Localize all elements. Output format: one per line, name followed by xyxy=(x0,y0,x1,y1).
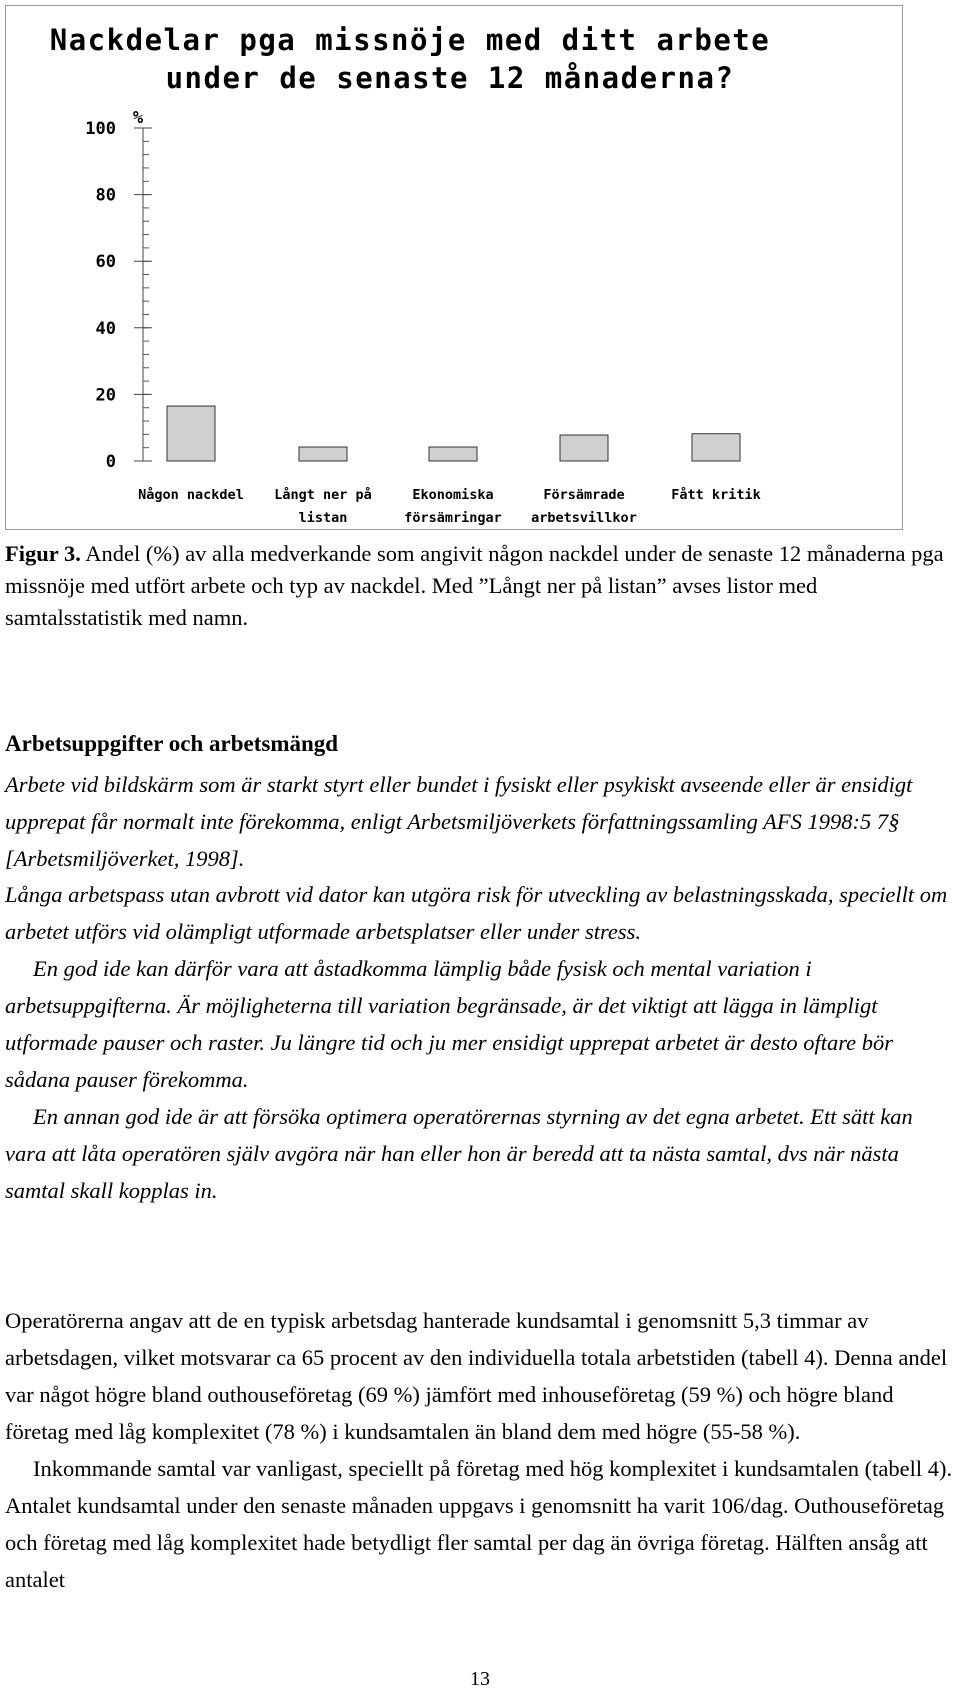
y-tick-label: 100 xyxy=(85,119,116,139)
x-category-label: försämringar xyxy=(404,510,502,526)
paragraph-arbetspass: Långa arbetspass utan avbrott vid dator kan utgöra risk för utveckling av belastningsskada, speciellt om arbetet utförs vid olämpligt utformade arbetsplatser eller under stress. En god ide kan därför vara att åstadkomma lämplig både fysisk och mental variation i arbetsuppgifterna. Är möjligheterna till variation begränsade, är det viktigt att lägga in lämpligt utformade pauser och raster. Ju längre tid och ju mer ensidigt upprepat arbetet är desto oftare bör sådana pauser förekomma. En annan god ide är att försöka optimera operatörernas styrning av det egna arbetet. Ett sätt kan vara att låta operatören själv avgöra när han eller hon är beredd att ta nästa samtal, dvs när nästa samtal skall kopplas in. xyxy=(5,882,948,1203)
y-axis-label: % xyxy=(132,108,144,128)
section-heading: Arbetsuppgifter och arbetsmängd xyxy=(5,731,339,756)
paragraph-bildskarm: Arbete vid bildskärm som är starkt styrt eller bundet i fysiskt eller psykiskt avseende eller är ensidigt upprepat får normalt inte förekomma, enligt Arbetsmiljöverkets författningssamling AFS 1998:5 7§ [Arbetsmiljöverket, 1998]. xyxy=(5,772,913,871)
bar xyxy=(692,434,740,461)
y-tick-label: 40 xyxy=(95,318,116,339)
chart-frame xyxy=(5,5,903,530)
x-category-label: Fått kritik xyxy=(671,487,761,503)
paragraph-kundsamtal: Operatörerna angav att de en typisk arbetsdag hanterade kundsamtal i genomsnitt 5,3 timmar av arbetsdagen, vilket motsvarar ca 65 procent av den individuella totala arbetstiden (tabell 4). Denna andel var något högre bland outhouseföretag (69 %) jämfört med inhouseföretag (59 %) och högre bland företag med låg komplexitet (78 %) i kundsamtalen än bland dem med högre (55-58 %). Inkommande samtal var vanligast, speciellt på företag med hög komplexitet i kundsamtalen (tabell 4). Antalet kundsamtal under den senaste månaden uppgavs i genomsnitt ha varit 106/dag. Outhouseföretag och företag med låg komplexitet hade betydligt fler samtal per dag än övriga företag. Hälften ansåg att antalet xyxy=(5,1308,953,1592)
y-tick-label: 60 xyxy=(95,252,116,273)
bar xyxy=(560,435,608,461)
page-number: 13 xyxy=(470,1668,490,1690)
y-tick-label: 20 xyxy=(95,385,116,406)
x-category-label: listan xyxy=(298,510,348,526)
x-category-label: Långt ner på xyxy=(274,487,372,503)
caption-label: Figur 3. xyxy=(5,541,81,566)
y-tick-label: 80 xyxy=(95,185,116,206)
x-category-label: Någon nackdel xyxy=(138,487,244,503)
x-category-label: arbetsvillkor xyxy=(531,510,637,526)
bar-chart xyxy=(6,6,902,529)
chart-title-line2: under de senaste 12 månaderna? xyxy=(165,61,735,95)
bar xyxy=(167,406,215,461)
x-category-label: Försämrade xyxy=(543,487,625,503)
caption-text: Andel (%) av alla medverkande som angivit någon nackdel under de senaste 12 månaderna pga missnöje med utfört arbete och typ av nackdel. Med ”Långt ner på listan” avses listor med samtalsstatistik med namn. xyxy=(5,541,944,630)
figure-caption xyxy=(5,538,955,634)
bar xyxy=(429,447,477,461)
bar xyxy=(299,447,347,461)
x-category-label: Ekonomiska xyxy=(412,487,494,503)
chart-title-line1: Nackdelar pga missnöje med ditt arbete xyxy=(49,23,771,57)
y-tick-label: 0 xyxy=(105,452,116,472)
